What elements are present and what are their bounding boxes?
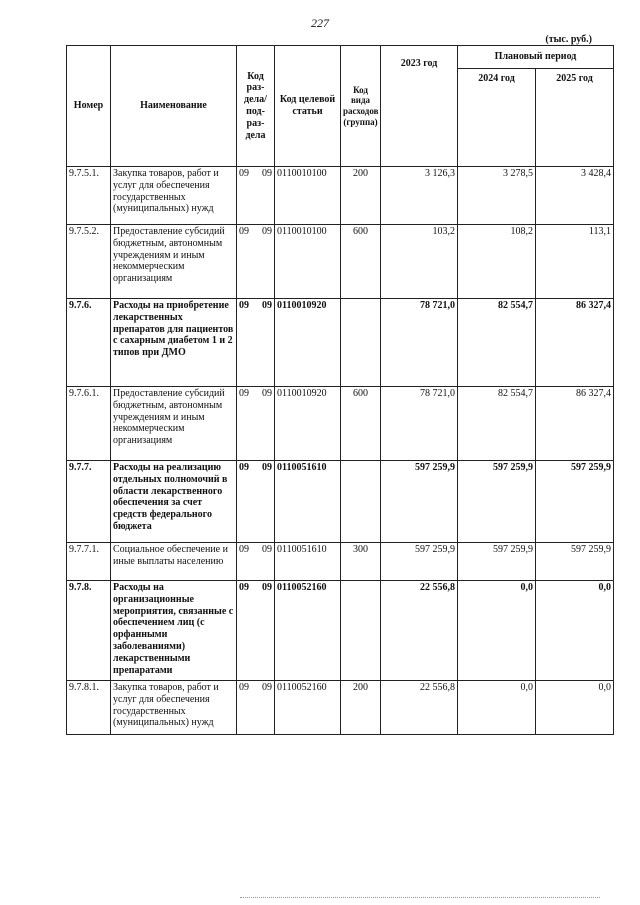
table-row (67, 581, 614, 681)
row-number: 9.7.5.1. (67, 167, 111, 225)
subsection-code: 09 (262, 582, 272, 593)
table-row (67, 299, 614, 387)
table-row (67, 167, 614, 225)
row-2023: 78 721,0 (381, 387, 458, 461)
row-2023: 78 721,0 (381, 299, 458, 387)
header-number: Номер (67, 46, 111, 167)
row-target-code: 0110010920 (275, 387, 341, 461)
row-2024: 108,2 (458, 225, 536, 299)
subsection-code: 09 (262, 226, 272, 237)
row-name: Расходы на приобретение лекарственных препаратов для пациентов с сахарным диабетом 1 и 2 типов при ДМО (111, 299, 237, 387)
table-row (67, 461, 614, 543)
row-2024: 82 554,7 (458, 299, 536, 387)
row-2023: 597 259,9 (381, 461, 458, 543)
row-2025: 597 259,9 (536, 461, 614, 543)
row-2023: 3 126,3 (381, 167, 458, 225)
row-section-code (237, 581, 275, 681)
row-target-code: 0110010100 (275, 225, 341, 299)
section-code: 09 (239, 462, 249, 473)
row-2024: 597 259,9 (458, 543, 536, 581)
subsection-code: 09 (262, 544, 272, 555)
row-name: Предоставление субсидий бюджетным, автономным учреждениям и иным некоммерческим организациям (111, 387, 237, 461)
row-target-code: 0110051610 (275, 461, 341, 543)
row-2025: 3 428,4 (536, 167, 614, 225)
section-code: 09 (239, 226, 249, 237)
row-expense-type (341, 581, 381, 681)
row-name: Расходы на реализацию отдельных полномочий в области лекарственного обеспечения за счет средств федерального бюджета (111, 461, 237, 543)
header-expense-type-code: Код вида расходов (группа) (341, 46, 381, 167)
header-plan-period: Плановый период (458, 46, 614, 69)
row-2023: 22 556,8 (381, 581, 458, 681)
row-2023: 103,2 (381, 225, 458, 299)
section-code: 09 (239, 168, 249, 179)
row-2025: 86 327,4 (536, 299, 614, 387)
row-section-code (237, 299, 275, 387)
row-2025: 0,0 (536, 581, 614, 681)
row-target-code: 0110051610 (275, 543, 341, 581)
table-row (67, 681, 614, 735)
row-name: Социальное обеспечение и иные выплаты населению (111, 543, 237, 581)
row-number: 9.7.7. (67, 461, 111, 543)
row-number: 9.7.5.2. (67, 225, 111, 299)
section-code: 09 (239, 544, 249, 555)
row-section-code (237, 225, 275, 299)
row-2025: 113,1 (536, 225, 614, 299)
table-row (67, 543, 614, 581)
row-2024: 3 278,5 (458, 167, 536, 225)
page-number: 227 (311, 16, 329, 30)
row-section-code (237, 681, 275, 735)
subsection-code: 09 (262, 682, 272, 693)
row-2024: 597 259,9 (458, 461, 536, 543)
header-section-code: Код раз-дела/ под-раз-дела (237, 46, 275, 167)
row-name: Предоставление субсидий бюджетным, автономным учреждениям и иным некоммерческим организациям (111, 225, 237, 299)
table-row (67, 225, 614, 299)
row-target-code: 0110010920 (275, 299, 341, 387)
subsection-code: 09 (262, 300, 272, 311)
row-target-code: 0110010100 (275, 167, 341, 225)
row-number: 9.7.6. (67, 299, 111, 387)
subsection-code: 09 (262, 168, 272, 179)
row-2025: 86 327,4 (536, 387, 614, 461)
row-name: Закупка товаров, работ и услуг для обеспечения государственных (муниципальных) нужд (111, 167, 237, 225)
row-expense-type: 200 (341, 681, 381, 735)
header-target-code: Код целевой статьи (275, 46, 341, 167)
row-section-code (237, 167, 275, 225)
row-name: Расходы на организационные мероприятия, связанные с обеспечением лиц (с орфанными заболеваниями) лекарственными препаратами (111, 581, 237, 681)
row-number: 9.7.8.1. (67, 681, 111, 735)
section-code: 09 (239, 300, 249, 311)
row-target-code: 0110052160 (275, 581, 341, 681)
footer-divider (240, 897, 600, 899)
header-2025: 2025 год (536, 69, 614, 167)
row-2025: 597 259,9 (536, 543, 614, 581)
budget-table (66, 45, 614, 735)
section-code: 09 (239, 582, 249, 593)
row-expense-type: 300 (341, 543, 381, 581)
row-name: Закупка товаров, работ и услуг для обеспечения государственных (муниципальных) нужд (111, 681, 237, 735)
row-2023: 22 556,8 (381, 681, 458, 735)
section-code: 09 (239, 388, 249, 399)
row-2023: 597 259,9 (381, 543, 458, 581)
row-target-code: 0110052160 (275, 681, 341, 735)
row-2024: 0,0 (458, 681, 536, 735)
row-expense-type: 600 (341, 225, 381, 299)
header-2024: 2024 год (458, 69, 536, 167)
row-expense-type: 200 (341, 167, 381, 225)
units-label: (тыс. руб.) (545, 34, 592, 45)
row-2024: 0,0 (458, 581, 536, 681)
row-section-code (237, 387, 275, 461)
row-number: 9.7.6.1. (67, 387, 111, 461)
header-2023: 2023 год (381, 46, 458, 167)
row-expense-type (341, 461, 381, 543)
subsection-code: 09 (262, 388, 272, 399)
row-2024: 82 554,7 (458, 387, 536, 461)
header-name: Наименование (111, 46, 237, 167)
row-2025: 0,0 (536, 681, 614, 735)
section-code: 09 (239, 682, 249, 693)
row-number: 9.7.7.1. (67, 543, 111, 581)
row-expense-type: 600 (341, 387, 381, 461)
table-row (67, 387, 614, 461)
row-number: 9.7.8. (67, 581, 111, 681)
row-expense-type (341, 299, 381, 387)
row-section-code (237, 543, 275, 581)
row-section-code (237, 461, 275, 543)
subsection-code: 09 (262, 462, 272, 473)
